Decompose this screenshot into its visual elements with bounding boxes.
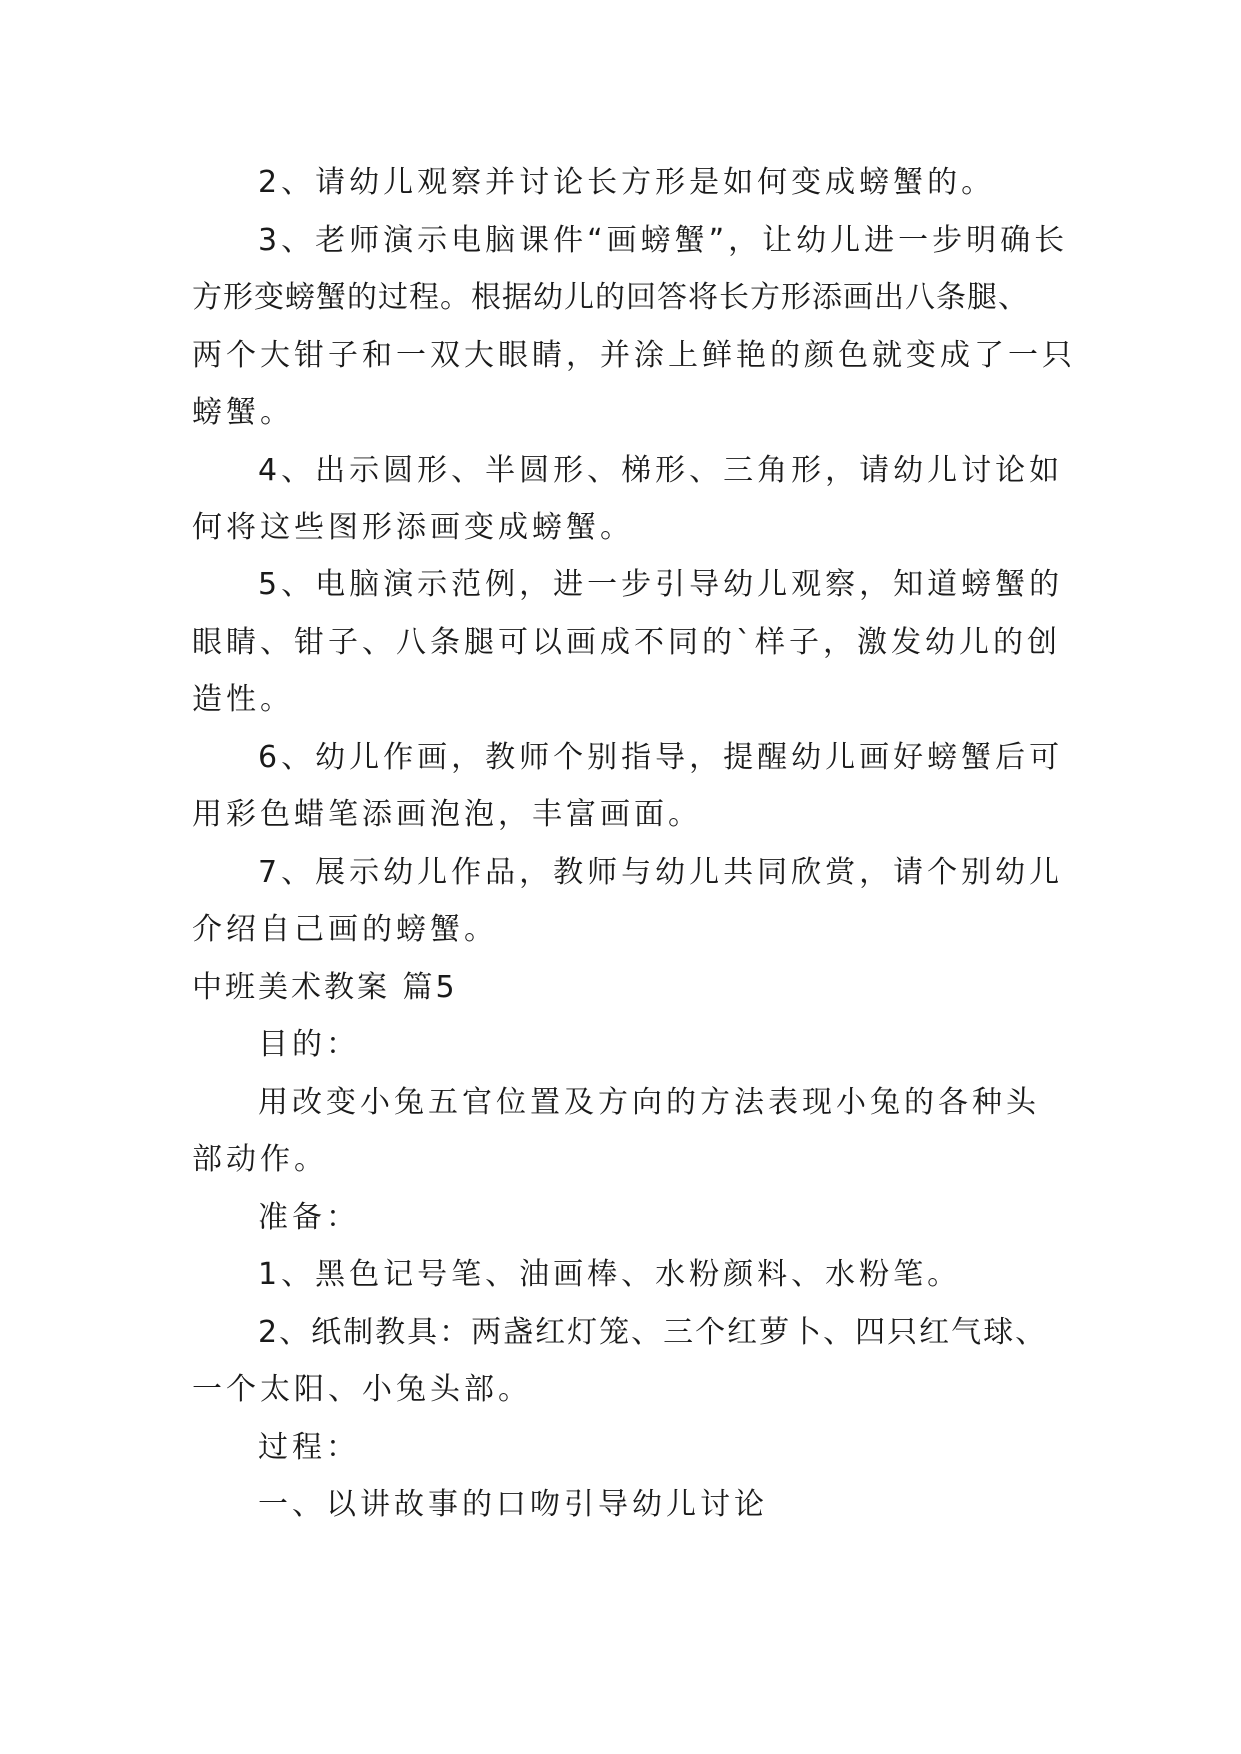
- text-line: 造性。: [192, 682, 294, 717]
- text-line: 两个大钳子和一双大眼睛，并涂上鲜艳的颜色就变成了一只: [192, 338, 1076, 373]
- section-heading: 中班美术教案 篇5: [192, 970, 458, 1005]
- text-line: 3、老师演示电脑课件“画螃蟹”，让幼儿进一步明确长: [258, 223, 1069, 258]
- text-line: 螃蟹。: [192, 395, 294, 430]
- text-line: 4、出示圆形、半圆形、梯形、三角形，请幼儿讨论如: [258, 453, 1064, 488]
- text-line: 部动作。: [192, 1142, 328, 1177]
- text-line: 6、幼儿作画，教师个别指导，提醒幼儿画好螃蟹后可: [258, 740, 1064, 775]
- text-line: 何将这些图形添画变成螃蟹。: [192, 510, 634, 545]
- text-line: 一个太阳、小兔头部。: [192, 1372, 532, 1407]
- text-line: 过程：: [258, 1430, 360, 1465]
- text-line: 目的：: [258, 1027, 360, 1062]
- text-line: 介绍自己画的螃蟹。: [192, 912, 498, 947]
- text-line: 用彩色蜡笔添画泡泡，丰富画面。: [192, 797, 702, 832]
- text-line: 方形变螃蟹的过程。根据幼儿的回答将长方形添画出八条腿、: [192, 280, 1029, 315]
- text-line: 2、纸制教具：两盏红灯笼、三个红萝卜、四只红气球、: [258, 1315, 1048, 1350]
- text-line: 用改变小兔五官位置及方向的方法表现小兔的各种头: [258, 1085, 1040, 1120]
- text-line: 一、以讲故事的口吻引导幼儿讨论: [258, 1487, 768, 1522]
- text-line: 2、请幼儿观察并讨论长方形是如何变成螃蟹的。: [258, 165, 996, 200]
- text-line: 眼睛、钳子、八条腿可以画成不同的`样子，激发幼儿的创: [192, 625, 1061, 660]
- text-line: 准备：: [258, 1200, 360, 1235]
- text-line: 7、展示幼儿作品，教师与幼儿共同欣赏，请个别幼儿: [258, 855, 1064, 890]
- text-line: 1、黑色记号笔、油画棒、水粉颜料、水粉笔。: [258, 1257, 962, 1292]
- text-line: 5、电脑演示范例，进一步引导幼儿观察，知道螃蟹的: [258, 567, 1064, 602]
